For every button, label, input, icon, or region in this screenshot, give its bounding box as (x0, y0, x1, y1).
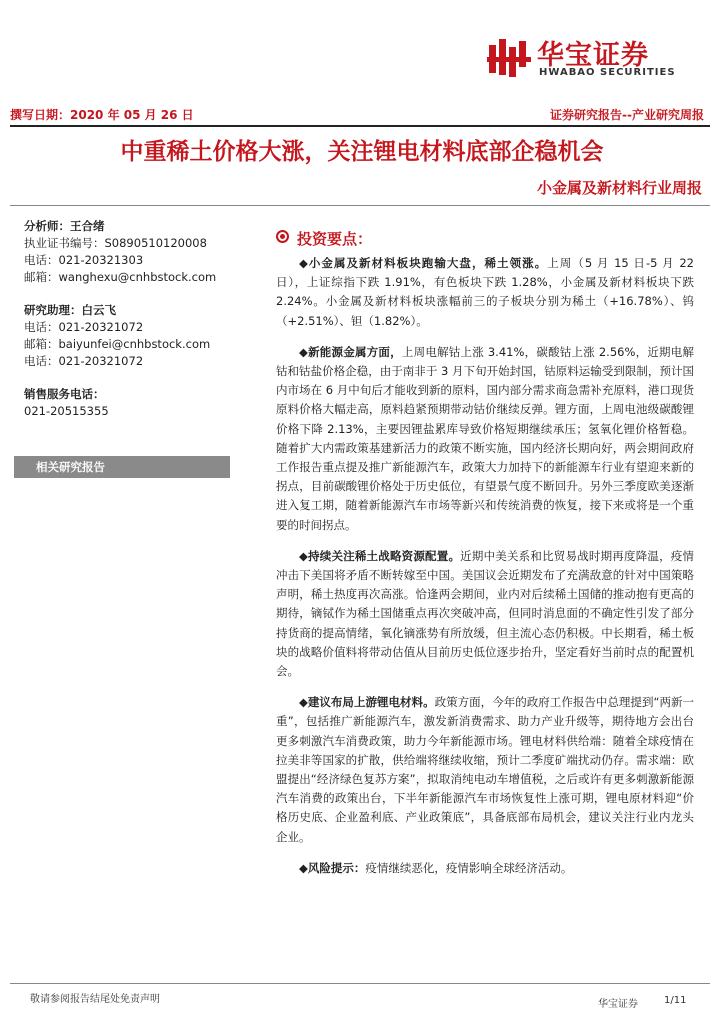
header-divider (10, 125, 710, 127)
highlight-lead: ◆新能源金属方面， (299, 344, 402, 359)
highlight-lead: ◆建议布局上游锂电材料。 (299, 695, 435, 710)
risk-paragraph (276, 859, 694, 878)
highlight-text: 政策方面，今年的政府工作报告中总理提到“两新一重”，包括推广新能源汽车，激发新消费需求、助力产业升级等，期待地方会出台更多刺激汽车消费政策，助力今年新能源市场。锂电材料供给端：随着全球疫情在拉美非等国家的扩散，供给端将继续收缩，预计二季度矿端扰动仍存。需求端：欧盟提出“经济绿色复苏方案”，拟取消纯电动车增值税，之后或许有更多刺激新能源汽车消费的政策出台，下半年新能源汽车市场恢复性上涨可期，锂电原材料迎“价格历史底、企业盈利底、产业政策底”，具备底部布局机会，建议关注行业内龙头企业。 (276, 695, 694, 844)
assistant-email: 邮箱：baiyunfei@cnhbstock.com (24, 337, 211, 351)
assistant-name: 研究助理：白云飞 (24, 303, 116, 317)
analyst-name: 分析师：王合绪 (24, 219, 105, 233)
footer-brand: 华宝证券 (598, 999, 638, 1010)
report-subtitle: 小金属及新材料行业周报 (536, 179, 702, 197)
section-title: 投资要点： (297, 230, 373, 248)
analyst-sidebar (24, 218, 224, 420)
highlight-lead: ◆持续关注稀土战略资源配置。 (299, 548, 461, 563)
highlight-text: 近期中美关系和比贸易战时期再度降温，疫情冲击下美国将矛盾不断转嫁至中国。美国议会近期发布了充满敌意的针对中国策略声明，稀土热度再次高涨。恰逢两会期间，业内对后续稀土国储的推动抱有更高的期待，镝铽作为稀土国储重点再次突破冲高，但同时消息面的不确定性引发了部分持货商的提高情绪，氧化镝涨势有所放缓，但主流心态仍积极。中长期看，稀土板块的战略价值料将带动估值从目前历史低位逐步抬升，坚定看好当前时点的配置机会。 (276, 548, 695, 679)
analyst-phone: 电话：021-20321303 (24, 253, 144, 267)
title-divider (10, 205, 710, 206)
risk-text: 疫情继续恶化，疫情影响全球经济活动。 (365, 860, 573, 875)
logo-text-en: HWABAO SECURITIES (539, 67, 676, 78)
assistant-phone-2: 电话：021-20321072 (24, 354, 144, 368)
logo-text-cn: 华宝证券 (537, 40, 649, 71)
highlight-paragraph (276, 343, 694, 535)
highlight-paragraph (276, 547, 694, 681)
highlight-text: 上周电解钴上涨 3.41%，碳酸钴上涨 2.56%，近期电解钴和钴盐价格企稳，由于南非于 3 月下旬开始封国，钴原料运输受到限制，预计国内市场在 6 月中旬后才能收到新的原料，国内部分需求商急需补充原料，港口现货原料价格大幅走高，原料趋紧预期带动钴价继续反弹。锂方面，上周电池级碳酸锂价格下降 2.13%，主要因锂盐累库导致价格短期继续承压；氢氧化锂价格暂稳。随着扩大内需政策基建新活力的政策不断实施，国内经济长期向好，两会期间政府工作报告重点提及推广新能源汽车，政策大力加持下的新能源车行业有望迎来新的拐点，目前碳酸锂价格处于历史低位，有望景气度不断回升。另外三季度欧美逐渐进入复工期，随着新能源汽车市场等新兴和传统消费的恢复，接下来或将是一个重要的时间拐点。 (276, 344, 695, 532)
assistant-phone: 电话：021-20321072 (24, 320, 144, 334)
highlight-paragraph (276, 254, 694, 331)
analyst-cert: 执业证书编号：S0890510120008 (24, 236, 207, 250)
report-title: 中重稀土价格大涨，关注锂电材料底部企稳机会 (120, 138, 604, 165)
spacer (24, 370, 224, 386)
hwabao-logo-icon (487, 35, 531, 79)
target-bullet-icon (276, 230, 289, 243)
analyst-email: 邮箱：wanghexu@cnhbstock.com (24, 270, 217, 284)
spacer (24, 286, 224, 302)
sales-phone: 021-20515355 (24, 404, 109, 418)
footer-divider (10, 983, 710, 984)
highlight-text: 上周（5 月 15 日-5 月 22 日），上证综指下跌 1.91%，有色板块下跌 1.28%，小金属及新材料板块下跌 2.24%。小金属及新材料板块涨幅前三的子板块分别为稀土（+16.78%）、钨（+2.51%）、钽（1.82%）。 (276, 256, 695, 328)
highlight-paragraph (276, 693, 694, 847)
report-date: 撰写日期：2020 年 05 月 26 日 (10, 108, 194, 122)
company-logo (487, 33, 702, 83)
footer-disclaimer: 敬请参阅报告结尾处免责声明 (30, 994, 160, 1005)
meta-row (10, 106, 710, 124)
page-number: 1/11 (664, 995, 687, 1006)
investment-highlights (276, 228, 694, 890)
section-heading (276, 228, 694, 254)
report-type: 证券研究报告--产业研究周报 (550, 108, 704, 122)
related-reports-header: 相关研究报告 (14, 456, 230, 478)
sales-label: 销售服务电话： (24, 387, 105, 401)
highlight-lead: ◆小金属及新材料板块跑输大盘，稀土领涨。 (299, 256, 548, 270)
risk-lead: ◆风险提示： (299, 860, 366, 875)
